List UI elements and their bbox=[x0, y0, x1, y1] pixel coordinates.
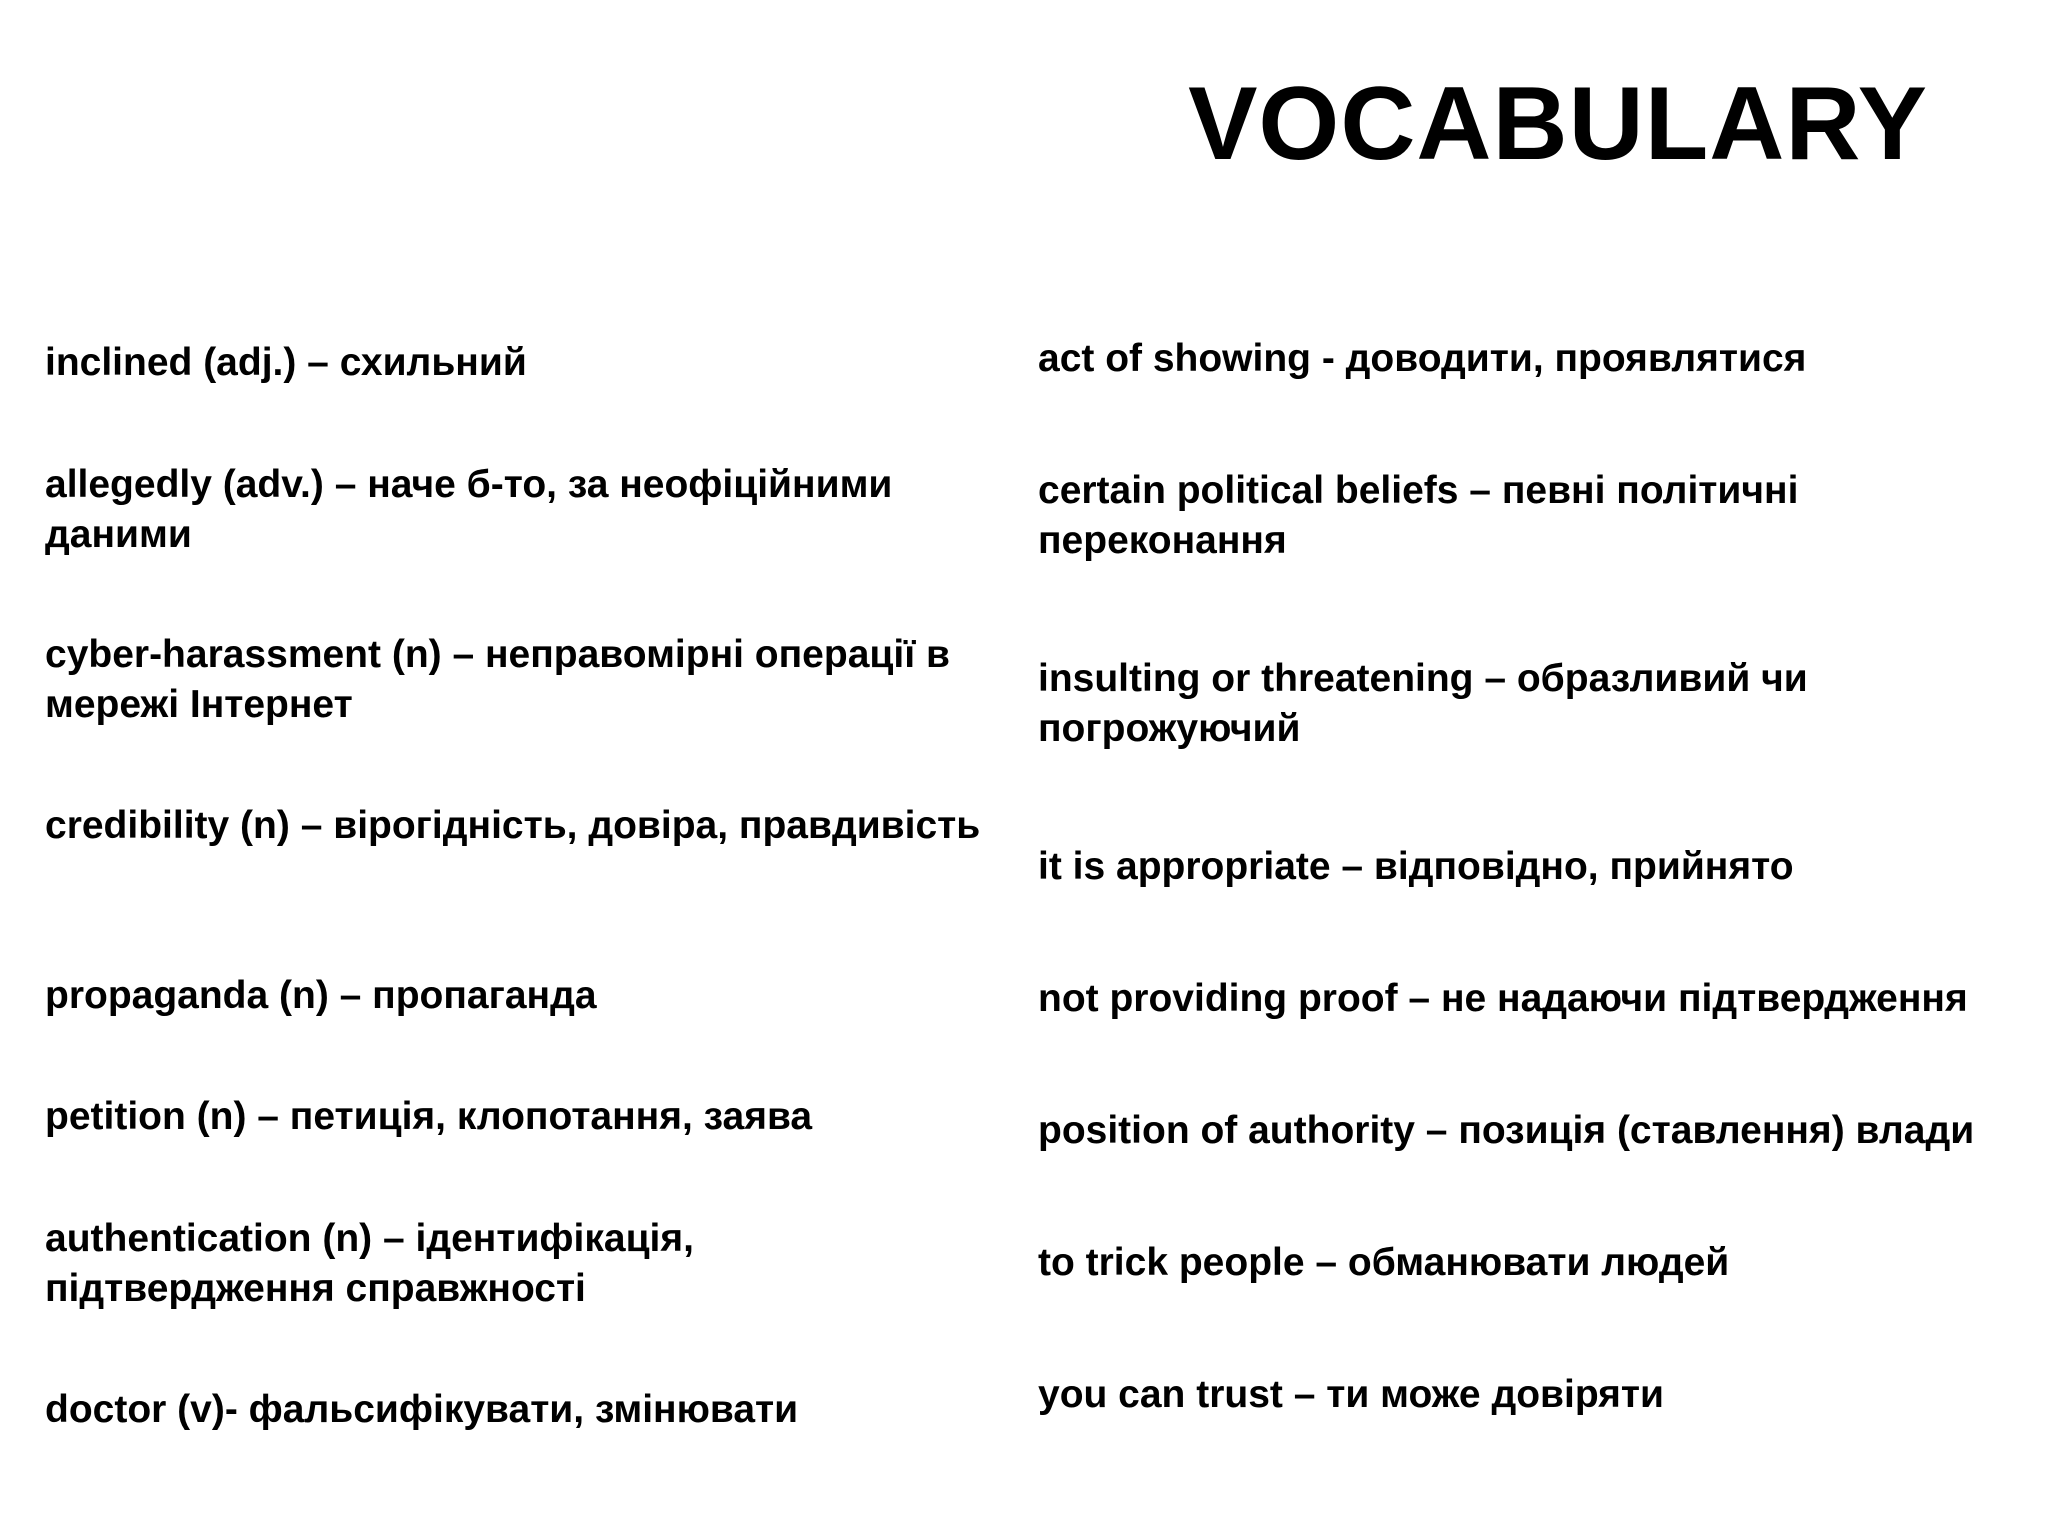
vocab-entry-political-beliefs: certain political beliefs – певні політичні переконання bbox=[1038, 469, 1799, 562]
vocab-entry-propaganda: propaganda (n) – пропаганда bbox=[45, 974, 597, 1017]
vocab-entry-cyber-harassment: cyber-harassment (n) – неправомірні операції в мережі Інтернет bbox=[45, 633, 950, 726]
vocab-entry-authority: position of authority – позиція (ставлення) влади bbox=[1038, 1109, 1975, 1152]
vocab-entry-act-of-showing: act of showing - доводити, проявлятися bbox=[1038, 337, 1807, 380]
vocab-entry-credibility: credibility (n) – вірогідність, довіра, правдивість bbox=[45, 804, 981, 847]
vocab-entry-authentication: authentication (n) – ідентифікація, підтвердження справжності bbox=[45, 1217, 694, 1310]
vocab-entry-appropriate: it is appropriate – відповідно, прийнято bbox=[1038, 845, 1794, 888]
vocab-entry-allegedly: allegedly (adv.) – наче б-то, за неофіційними даними bbox=[45, 463, 893, 556]
vocab-entry-petition: petition (n) – петиція, клопотання, заява bbox=[45, 1095, 813, 1138]
vocab-entry-inclined: inclined (adj.) – схильний bbox=[45, 341, 527, 384]
slide-title: VOCABULARY bbox=[1188, 66, 1928, 182]
vocab-entry-trust: you can trust – ти може довіряти bbox=[1038, 1373, 1664, 1416]
vocab-entry-proof: not providing proof – не надаючи підтвердження bbox=[1038, 977, 1968, 1020]
vocab-entry-doctor: doctor (v)- фальсифікувати, змінювати bbox=[45, 1388, 799, 1431]
vocab-entry-trick-people: to trick people – обманювати людей bbox=[1038, 1241, 1730, 1284]
vocab-entry-insulting: insulting or threatening – образливий чи погрожуючий bbox=[1038, 657, 1808, 750]
